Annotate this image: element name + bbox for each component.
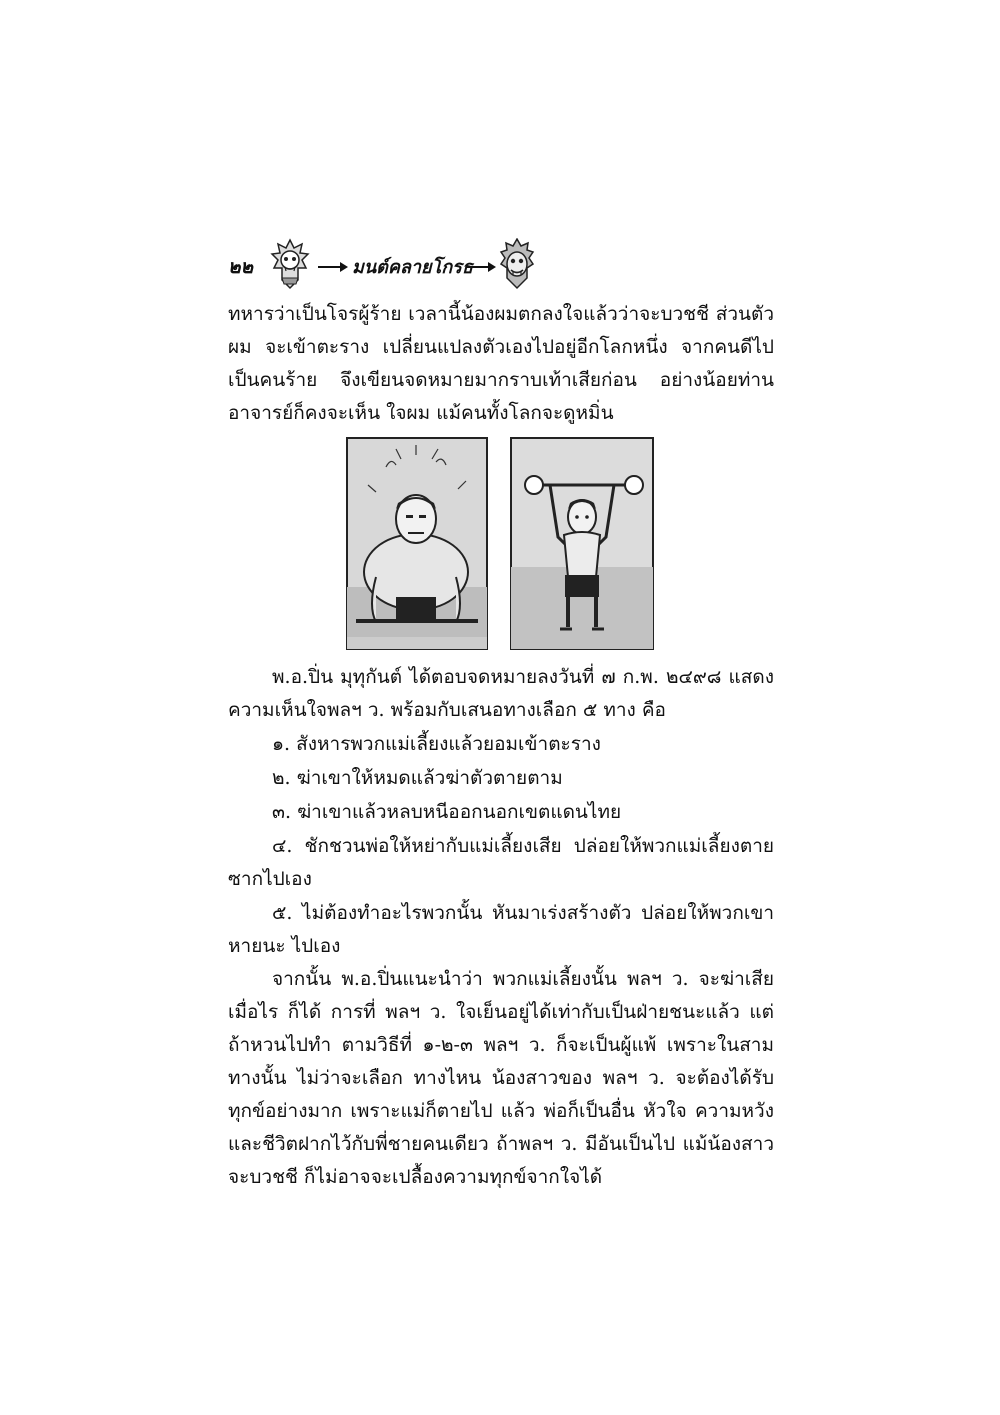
giant-face-emblem-icon [496, 238, 538, 290]
giant-mask-emblem-icon [268, 238, 312, 290]
list-item: ๕. ไม่ต้องทำอะไรพวกนั้น หันมาเร่งสร้างตัว ปล่อยให้พวกเขาหายนะ ไปเอง [228, 902, 774, 957]
list-item: ๒. ฆ่าเขาให้หมดแล้วฆ่าตัวตายตาม [272, 767, 563, 789]
list-item: ๔. ชักชวนพ่อให้หย่ากับแม่เลี้ยงเสีย ปล่อยให้พวกแม่เลี้ยงตาย ซากไปเอง [228, 835, 774, 890]
body-paragraph: พ.อ.ปิ่น มุทุกันต์ ได้ตอบจดหมายลงวันที่ ๗ ก.พ. ๒๔๙๘ แสดง ความเห็นใจพลฯ ว. พร้อมกับเสนอทางเลือก ๕ ทาง คือ [228, 666, 774, 721]
book-title: มนต์คลายโกรธ [352, 257, 473, 278]
running-header [228, 238, 748, 292]
list-item: ๓. ฆ่าเขาแล้วหลบหนีออกนอกเขตแดนไทย [272, 801, 622, 823]
body-paragraph: จากนั้น พ.อ.ปิ่นแนะนำว่า พวกแม่เลี้ยงนั้น พลฯ ว. จะฆ่าเสียเมื่อไร ก็ได้ การที่ พลฯ ว. ใจเย็นอยู่ได้เท่ากับเป็นฝ่ายชนะแล้ว แต่ถ้าหวนไปทำ ตามวิธีที่ ๑-๒-๓ พลฯ ว. ก็จะเป็นผู้แพ้ เพราะในสามทางนั้น ไม่ว่าจะเลือก ทางไหน น้องสาวของ พลฯ ว. จะต้องได้รับทุกข์อย่างมาก เพราะแม่ก็ตายไป แล้ว พ่อก็เป็นอื่น หัวใจ ความหวังและชีวิตฝากไว้กับพี่ชายคนเดียว ถ้าพลฯ ว. มีอันเป็นไป แม้น้องสาวจะบวชชี ก็ไม่อาจจะเปลื้องความทุกข์จากใจได้ [228, 968, 775, 1188]
right-arrow-icon [466, 262, 496, 272]
man-lifting-barbell-overhead-illustration [510, 437, 654, 650]
body-paragraph: ทหารว่าเป็นโจรผู้ร้าย เวลานี้น้องผมตกลงใจแล้วว่าจะบวชชี ส่วนตัวผม จะเข้าตะราง เปลี่ยนแปลงตัวเองไปอยู่อีกโลกหนึ่ง จากคนดีไปเป็นคนร้าย จึงเขียนจดหมายมากราบเท้าเสียก่อน อย่างน้อยท่านอาจารย์ก็คงจะเห็น ใจผม แม้คนทั้งโลกจะดูหมิ่น [228, 303, 775, 424]
list-item: ๑. สังหารพวกแม่เลี้ยงแล้วยอมเข้าตะราง [272, 733, 601, 755]
page-number: ๒๒ [228, 256, 254, 278]
angry-man-lifting-bar-illustration [346, 437, 488, 650]
right-arrow-icon [318, 262, 348, 272]
